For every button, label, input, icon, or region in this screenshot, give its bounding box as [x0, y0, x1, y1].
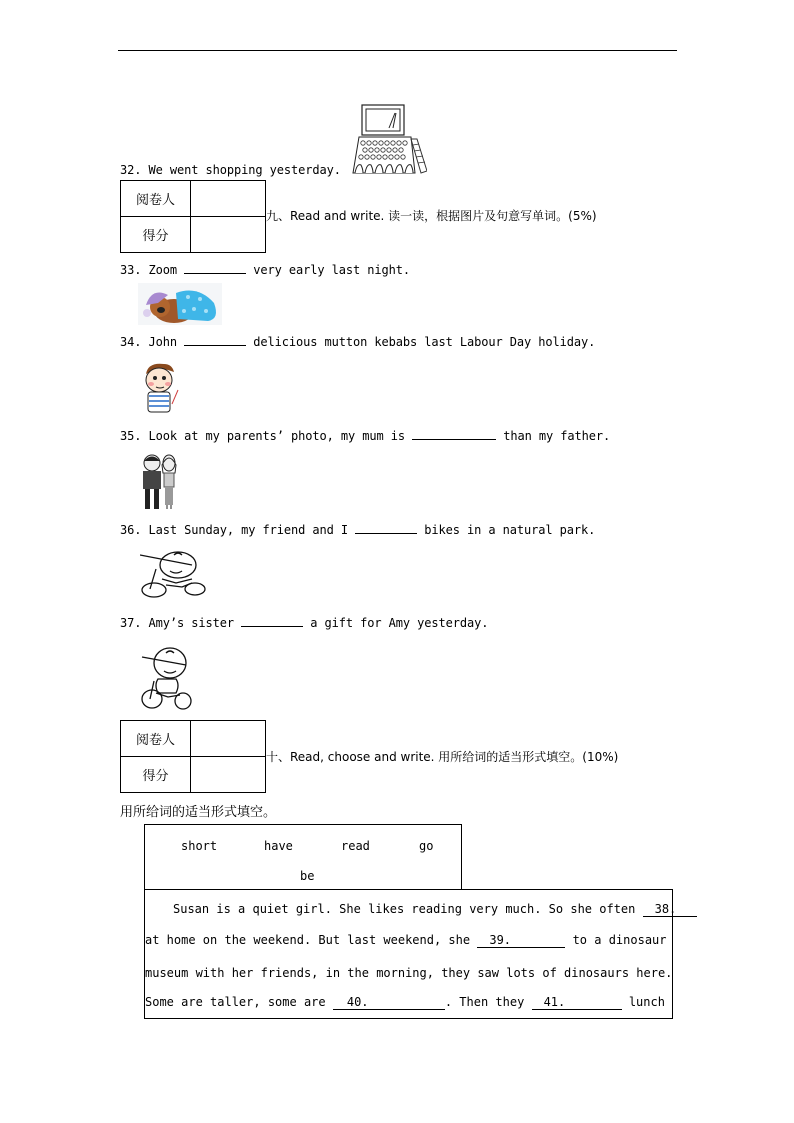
computer-audience-icon [349, 103, 427, 175]
score-label: 得分 [121, 217, 191, 253]
question-text-before: John [148, 335, 177, 349]
thinking-boy-icon [138, 360, 182, 415]
question-32 [120, 163, 341, 177]
question-34 [120, 333, 595, 349]
answer-blank-39[interactable]: 39. [477, 933, 565, 948]
answer-blank-37[interactable] [241, 614, 303, 627]
question-36 [120, 521, 595, 537]
question-text-before: Look at my parents’ photo, my mum is [148, 429, 405, 443]
answer-blank-38[interactable]: 38. [643, 902, 697, 917]
answer-blank-35[interactable] [412, 427, 496, 440]
passage-text: to a dinosaur [572, 933, 667, 947]
answer-blank-33[interactable] [184, 261, 246, 274]
answer-blank-41[interactable]: 41. [532, 995, 622, 1010]
section-9-title: 九、Read and write. 读一读，根据图片及句意写单词。(5%) [266, 209, 597, 223]
question-text-after: a gift for Amy yesterday. [310, 616, 489, 630]
word-bank-item: read [341, 839, 370, 853]
score-field[interactable] [191, 217, 266, 253]
reviewer-field[interactable] [191, 721, 266, 757]
word-bank [144, 824, 462, 890]
question-number: 34. [120, 335, 142, 349]
passage-line-1 [173, 902, 697, 917]
passage-text: . Then they [444, 995, 525, 1009]
section-10-title: 十、Read, choose and write. 用所给词的适当形式填空。(10%) [266, 750, 619, 764]
word-bank-item: go [419, 839, 434, 853]
question-number: 36. [120, 523, 142, 537]
word-bank-item: short [181, 839, 218, 853]
score-table-section-10 [120, 720, 266, 793]
passage-line-4 [145, 995, 665, 1010]
passage-line-2 [145, 933, 667, 948]
passage-text: lunch [628, 995, 665, 1009]
question-text-before: Zoom [148, 263, 177, 277]
question-number: 35. [120, 429, 142, 443]
question-text-after: than my father. [503, 429, 611, 443]
sleeping-bear-icon [138, 283, 222, 325]
question-number: 33. [120, 263, 142, 277]
passage-box [144, 889, 677, 1019]
word-bank-item: have [264, 839, 293, 853]
passage-text: Some are taller, some are [145, 995, 326, 1009]
answer-blank-34[interactable] [184, 333, 246, 346]
question-text: We went shopping yesterday. [148, 163, 341, 177]
question-number: 37. [120, 616, 142, 630]
passage-text: museum with her friends, in the morning, they saw lots of dinosaurs here. [145, 966, 673, 980]
question-text-after: bikes in a natural park. [424, 523, 596, 537]
passage-text: Susan is a quiet girl. She likes reading very much. So she often [173, 902, 636, 916]
passage-text: at home on the weekend. But last weekend, she [145, 933, 471, 947]
question-number: 32. [120, 163, 142, 177]
question-text-before: Last Sunday, my friend and I [148, 523, 348, 537]
section-10-instruction: 用所给词的适当形式填空。 [120, 805, 277, 820]
question-text-after: delicious mutton kebabs last Labour Day holiday. [253, 335, 596, 349]
boy-riding-bike-icon [140, 645, 194, 711]
reviewer-field[interactable] [191, 181, 266, 217]
question-35 [120, 427, 610, 443]
score-label: 得分 [121, 757, 191, 793]
word-bank-item: be [300, 869, 315, 883]
answer-blank-40[interactable]: 40. [333, 995, 445, 1010]
boy-riding-bike-icon [140, 549, 214, 599]
question-37 [120, 614, 488, 630]
parents-couple-icon [140, 453, 180, 511]
score-table-section-9 [120, 180, 266, 253]
question-text-after: very early last night. [253, 263, 410, 277]
passage-line-3 [145, 966, 672, 980]
score-field[interactable] [191, 757, 266, 793]
reviewer-label: 阅卷人 [121, 721, 191, 757]
reviewer-label: 阅卷人 [121, 181, 191, 217]
question-text-before: Amy’s sister [148, 616, 234, 630]
header-rule [118, 50, 677, 51]
question-33 [120, 261, 410, 277]
answer-blank-36[interactable] [355, 521, 417, 534]
